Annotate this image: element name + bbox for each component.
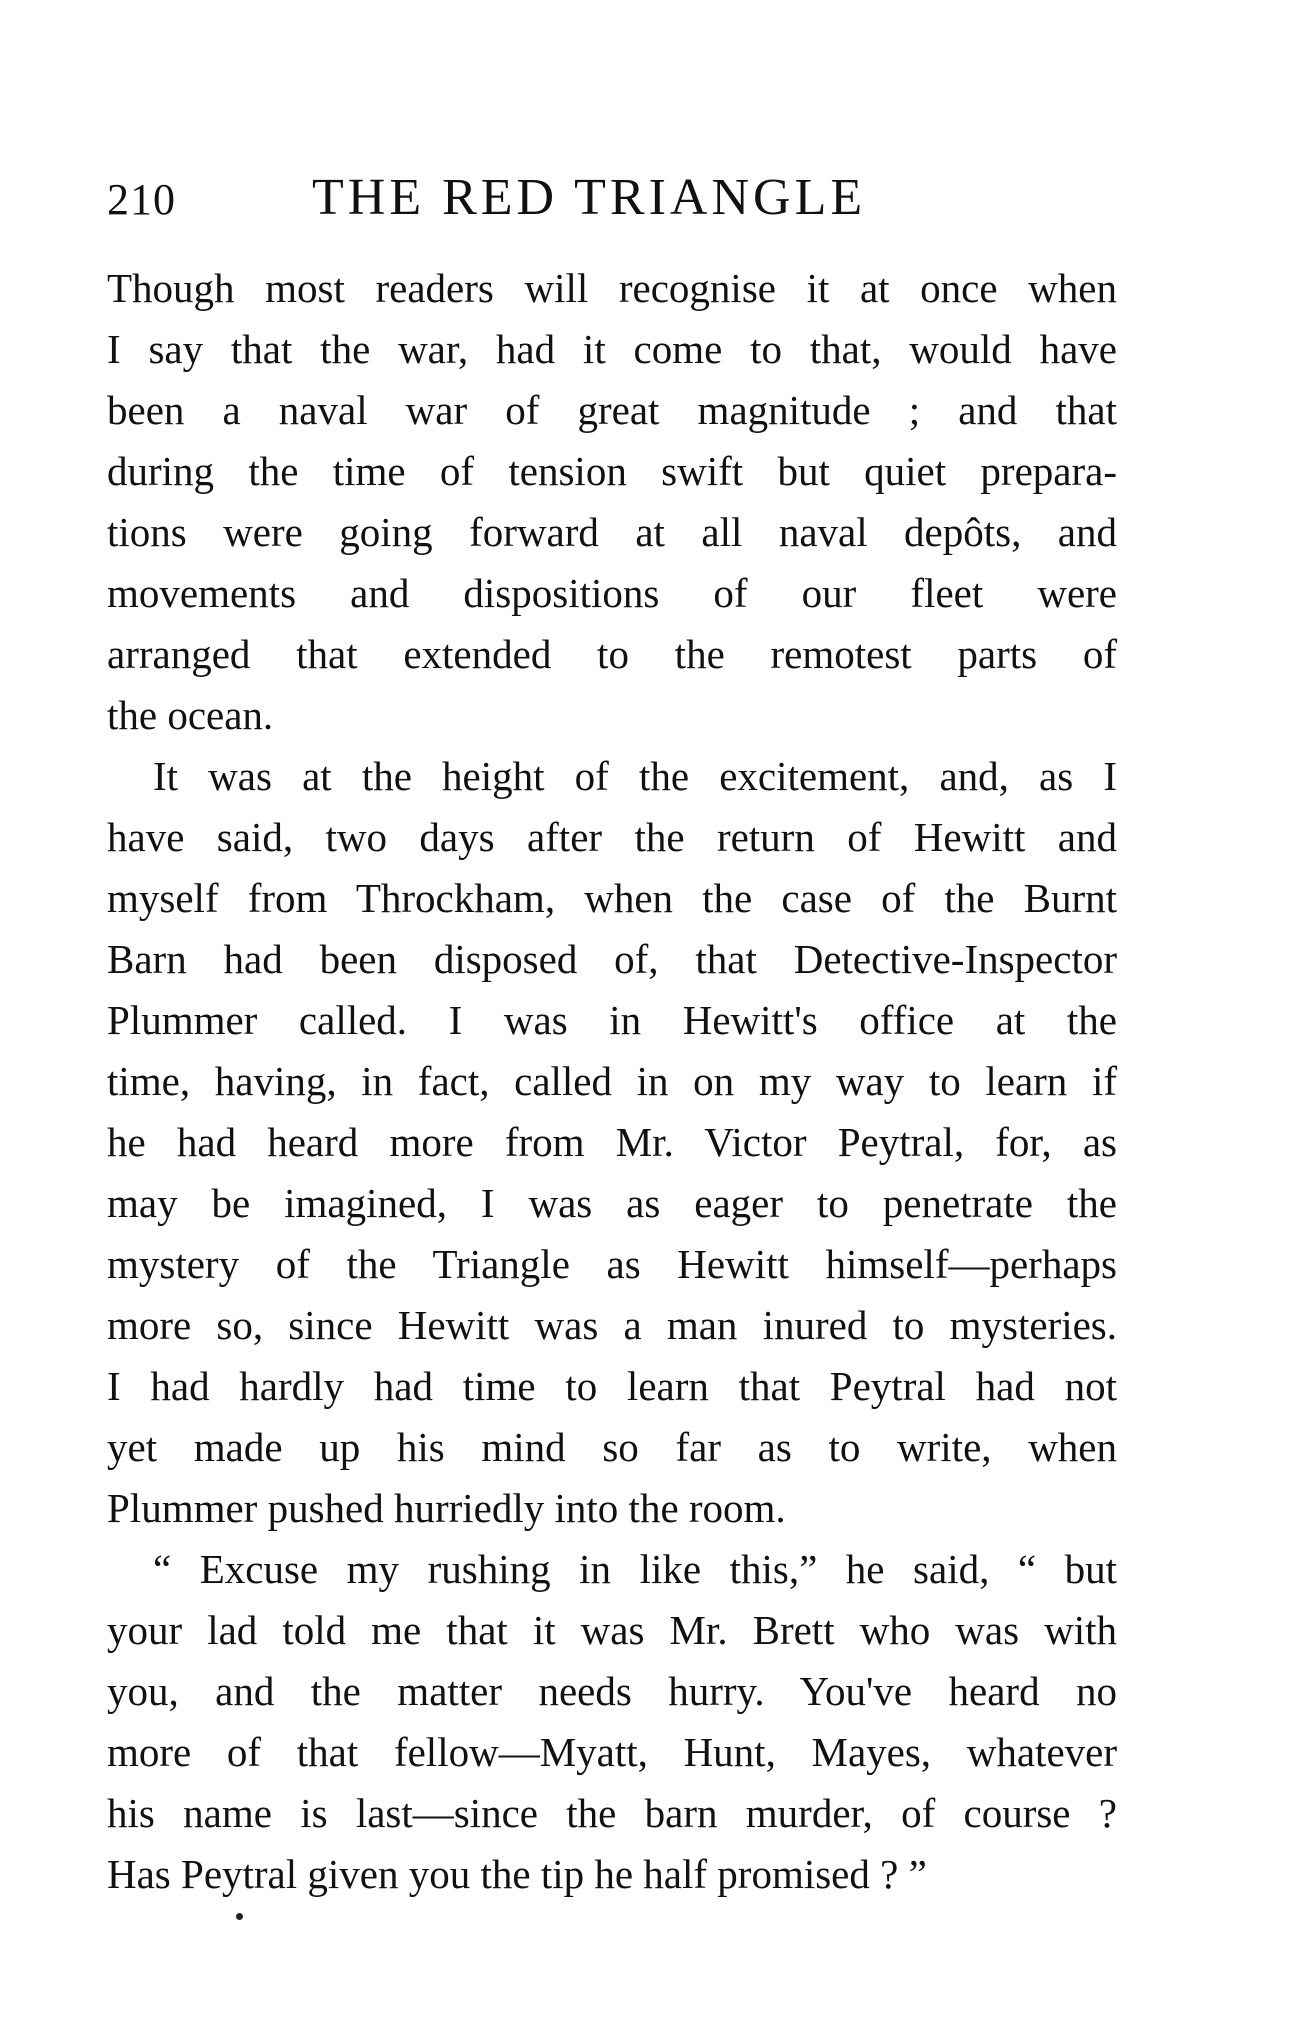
text-line: may be imagined, I was as eager to penetrate the <box>107 1180 1117 1226</box>
text-line: Plummer pushed hurriedly into the room. <box>107 1485 786 1531</box>
body-text <box>107 258 1117 1905</box>
text-line: “ Excuse my rushing in like this,” he said, “ but <box>153 1546 1117 1592</box>
text-line: Has Peytral given you the tip he half promised ? ” <box>107 1851 927 1897</box>
text-line: Though most readers will recognise it at once when <box>107 265 1117 311</box>
text-line: more of that fellow—Myatt, Hunt, Mayes, whatever <box>107 1729 1117 1775</box>
page-number: 210 <box>107 175 176 224</box>
text-line: the ocean. <box>107 692 274 738</box>
text-line: yet made up his mind so far as to write, when <box>107 1424 1117 1470</box>
text-line: your lad told me that it was Mr. Brett who was with <box>107 1607 1117 1653</box>
paragraph <box>107 1539 1117 1905</box>
text-line: myself from Throckham, when the case of the Burnt <box>107 875 1117 921</box>
text-line: you, and the matter needs hurry. You've heard no <box>107 1668 1117 1714</box>
text-line: mystery of the Triangle as Hewitt himself—perhaps <box>107 1241 1117 1287</box>
text-line: been a naval war of great magnitude ; and that <box>107 387 1117 433</box>
text-line: more so, since Hewitt was a man inured to mysteries. <box>107 1302 1117 1348</box>
paragraph <box>107 258 1117 746</box>
text-line: It was at the height of the excitement, and, as I <box>153 753 1117 799</box>
text-line: Barn had been disposed of, that Detective-Inspector <box>107 936 1117 982</box>
text-line: tions were going forward at all naval depôts, and <box>107 509 1117 555</box>
text-line: I had hardly had time to learn that Peytral had not <box>107 1363 1117 1409</box>
text-line: arranged that extended to the remotest parts of <box>107 631 1117 677</box>
text-line: Plummer called. I was in Hewitt's office at the <box>107 997 1117 1043</box>
text-line: time, having, in fact, called in on my way to learn if <box>107 1058 1117 1104</box>
print-speck <box>236 1913 243 1920</box>
text-line: he had heard more from Mr. Victor Peytral, for, as <box>107 1119 1117 1165</box>
text-line: have said, two days after the return of Hewitt and <box>107 814 1117 860</box>
text-line: I say that the war, had it come to that, would have <box>107 326 1117 372</box>
text-line: movements and dispositions of our fleet were <box>107 570 1117 616</box>
text-line: his name is last—since the barn murder, of course ? <box>107 1790 1117 1836</box>
paragraph <box>107 746 1117 1539</box>
text-line: during the time of tension swift but quiet prepara- <box>107 448 1117 494</box>
running-title: THE RED TRIANGLE <box>312 169 867 226</box>
page-header <box>107 168 1117 228</box>
